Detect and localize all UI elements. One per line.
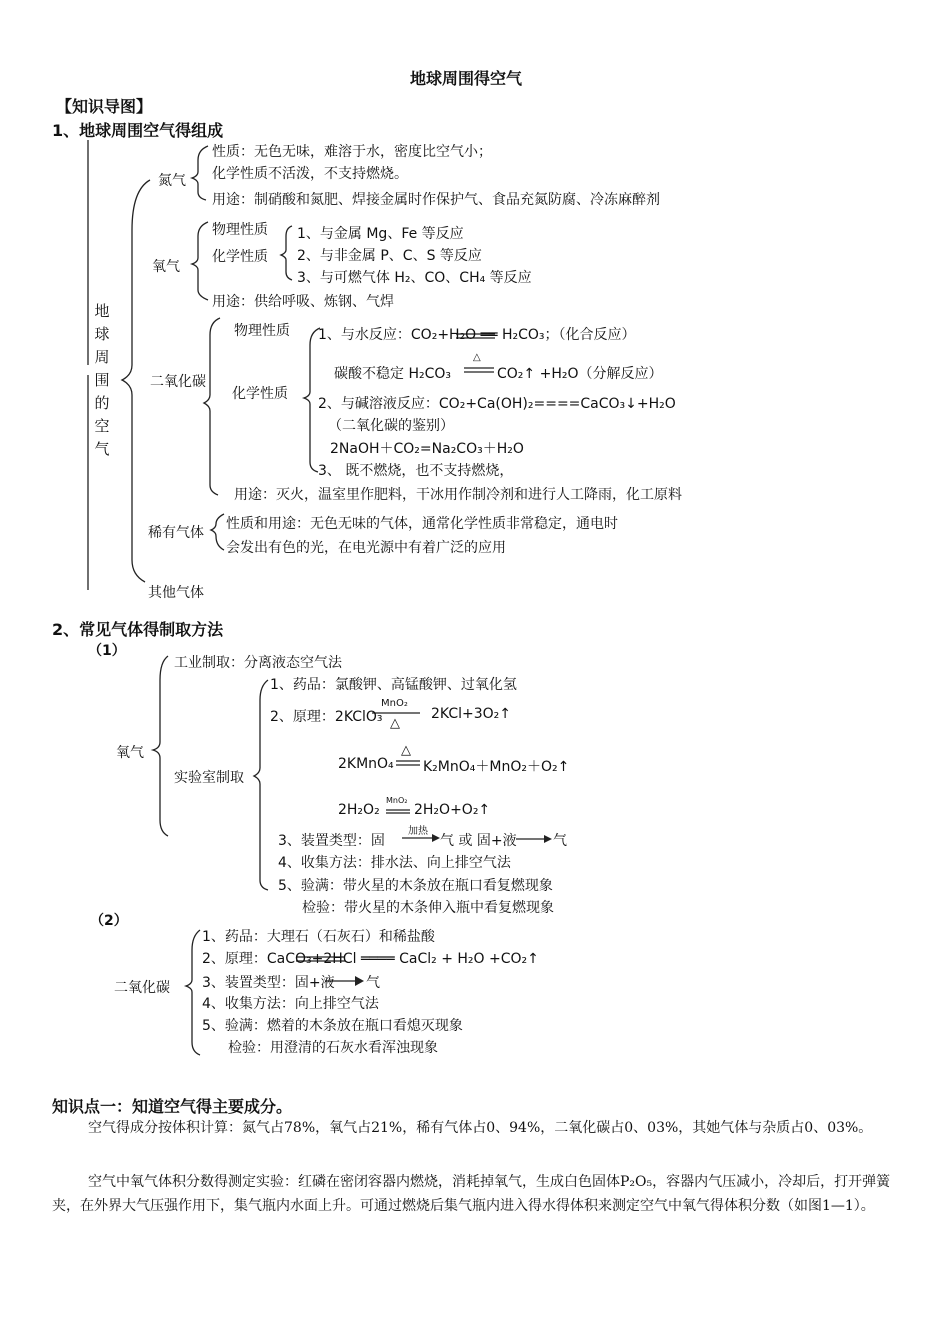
co2-line-2b: CO₂↑ +H₂O（分解反应） — [497, 366, 663, 382]
brace-oxygen-prep — [153, 656, 168, 836]
knowledge1-heading: 知识点一：知道空气得主要成分。 — [52, 1097, 293, 1116]
brace-co2 — [204, 318, 220, 495]
other-gas-label: 其他气体 — [148, 585, 204, 601]
co2-line-3: 2、与碱溶液反应：CO₂+Ca(OH)₂====CaCO₃↓+H₂O — [318, 396, 676, 412]
eq-bar-h2o2 — [386, 810, 410, 813]
mno2-h2o2: MnO₂ — [386, 796, 408, 805]
vertical-label: 地球周围的空气 — [94, 302, 110, 458]
lab-h2o2-products: 2H₂O+O₂↑ — [414, 802, 491, 818]
arrow-liquid-head — [544, 835, 552, 843]
industrial-prep: 工业制取：分离液态空气法 — [174, 655, 342, 671]
heat-label: 加热 — [408, 826, 428, 837]
rare-gas-line-2: 会发出有色的光，在电光源中有着广泛的应用 — [226, 540, 506, 556]
lab-h2o2: 2H₂O₂ — [338, 802, 380, 818]
co2-item-3b: 气 — [366, 975, 380, 991]
co2-item-6: 检验：用澄清的石灰水看浑浊现象 — [228, 1040, 438, 1056]
oxygen-reaction-3: 3、与可燃气体 H₂、CO、CH₄ 等反应 — [297, 270, 532, 286]
co2-label: 二氧化碳 — [150, 374, 206, 390]
section1-heading: 1、地球周围空气得组成 — [52, 121, 224, 140]
mno2-catalyst: MnO₂ — [381, 698, 408, 709]
oxygen-use: 用途：供给呼吸、炼钢、气焊 — [212, 294, 394, 310]
arrow-co2-head — [355, 976, 364, 986]
co2-line-2a: 碳酸不稳定 H₂CO₃ — [334, 366, 451, 382]
rare-gas-line-1: 性质和用途：无色无味的气体，通常化学性质非常稳定，通电时 — [226, 516, 618, 532]
brace-co2-prep — [186, 930, 200, 1055]
eq-bar-kmno4 — [396, 761, 420, 765]
co2-item-1: 1、药品：大理石（石灰石）和稀盐酸 — [202, 929, 435, 945]
oxygen-chemical: 化学性质 — [212, 249, 268, 265]
oxygen-physical: 物理性质 — [212, 222, 268, 238]
part2-label: （2） — [90, 913, 128, 929]
lab-item-2a: 2、原理：2KClO₃ — [270, 709, 383, 725]
delta-kclo3: △ — [390, 716, 400, 731]
brace-lab-prep — [254, 680, 268, 890]
arrow-solid-head — [432, 834, 440, 842]
prep-co2-label: 二氧化碳 — [114, 980, 170, 996]
lab-kmno4: 2KMnO₄ — [338, 756, 394, 772]
co2-line-6: 3、 既不燃烧，也不支持燃烧， — [318, 463, 514, 479]
lab-item-2b: 2KCl+3O₂↑ — [431, 706, 511, 722]
co2-physical: 物理性质 — [234, 323, 290, 339]
part1-label: （1） — [88, 643, 126, 659]
lab-item-3c: 气 — [553, 833, 567, 849]
nitrogen-line-2: 化学性质不活泼，不支持燃烧。 — [212, 166, 408, 182]
co2-item-3: 3、装置类型：固+液 — [202, 975, 335, 991]
co2-chemical: 化学性质 — [232, 386, 288, 402]
co2-line-4: （二氧化碳的鉴别） — [328, 418, 454, 434]
nitrogen-line-1: 性质：无色无味，难溶于水，密度比空气小； — [212, 144, 492, 160]
lab-kmno4-products: K₂MnO₄＋MnO₂＋O₂↑ — [423, 759, 570, 775]
co2-item-4: 4、收集方法：向上排空气法 — [202, 996, 379, 1012]
oxygen-reaction-2: 2、与非金属 P、C、S 等反应 — [297, 248, 482, 264]
brace-nitrogen — [192, 146, 208, 200]
prep-oxygen-label: 氧气 — [116, 745, 144, 761]
brace-rare — [211, 514, 224, 550]
lab-item-3: 3、装置类型：固 — [278, 833, 385, 849]
lab-item-4: 4、收集方法：排水法、向上排空气法 — [278, 855, 511, 871]
knowledge1-paragraph-1: 空气得成分按体积计算：氮气占78%，氧气占21%，稀有气体占0、94%，二氧化碳占0、03%，其她气体与杂质占0、03%。 — [88, 1120, 873, 1136]
brace-main — [122, 180, 150, 582]
lab-item-3b: 气 或 固+液 — [440, 833, 517, 849]
nitrogen-label: 氮气 — [158, 173, 186, 189]
oxygen-reaction-1: 1、与金属 Mg、Fe 等反应 — [297, 226, 464, 242]
rare-gas-label: 稀有气体 — [148, 525, 204, 541]
eq-bar-h2co3 — [464, 368, 494, 372]
delta-kmno4: △ — [401, 743, 411, 758]
co2-line-1: 1、与水反应：CO₂+H₂O ══ H₂CO₃；（化合反应） — [318, 327, 636, 343]
lab-item-6: 检验：带火星的木条伸入瓶中看复燃现象 — [302, 900, 554, 916]
co2-line-5: 2NaOH＋CO₂=Na₂CO₃＋H₂O — [330, 441, 524, 457]
brace-oxygen-chem — [281, 226, 292, 280]
delta-sign: △ — [473, 352, 481, 363]
page-title: 地球周围得空气 — [410, 69, 523, 88]
nitrogen-line-3: 用途：制硝酸和氮肥、焊接金属时作保护气、食品充氮防腐、冷冻麻醉剂 — [212, 192, 660, 208]
lab-prep-label: 实验室制取 — [174, 770, 244, 786]
section2-heading: 2、常见气体得制取方法 — [52, 620, 224, 639]
lab-item-5: 5、验满：带火星的木条放在瓶口看复燃现象 — [278, 878, 553, 894]
knowledge-map-label: 【知识导图】 — [56, 97, 153, 116]
co2-item-5: 5、验满：燃着的木条放在瓶口看熄灭现象 — [202, 1018, 463, 1034]
co2-item-2: 2、原理：CaCO₃+2HCl ════ CaCl₂ + H₂O +CO₂↑ — [202, 951, 539, 967]
brace-oxygen — [192, 222, 208, 300]
knowledge1-paragraph-2: 空气中氧气体积分数得测定实验：红磷在密闭容器内燃烧，消耗掉氧气，生成白色固体P₂O₅，容器内气压减小，冷却后，打开弹簧夹，在外界大气压强作用下，集气瓶内水面上升。可通过燃烧后集气瓶内进入得水得体积来测定空气中氧气得体积分数（如图1—1）。 — [52, 1174, 891, 1214]
lab-item-1: 1、药品：氯酸钾、高锰酸钾、过氧化氢 — [270, 677, 517, 693]
co2-use: 用途：灭火，温室里作肥料，干冰用作制冷剂和进行人工降雨，化工原料 — [234, 487, 682, 503]
oxygen-label: 氧气 — [152, 259, 180, 275]
